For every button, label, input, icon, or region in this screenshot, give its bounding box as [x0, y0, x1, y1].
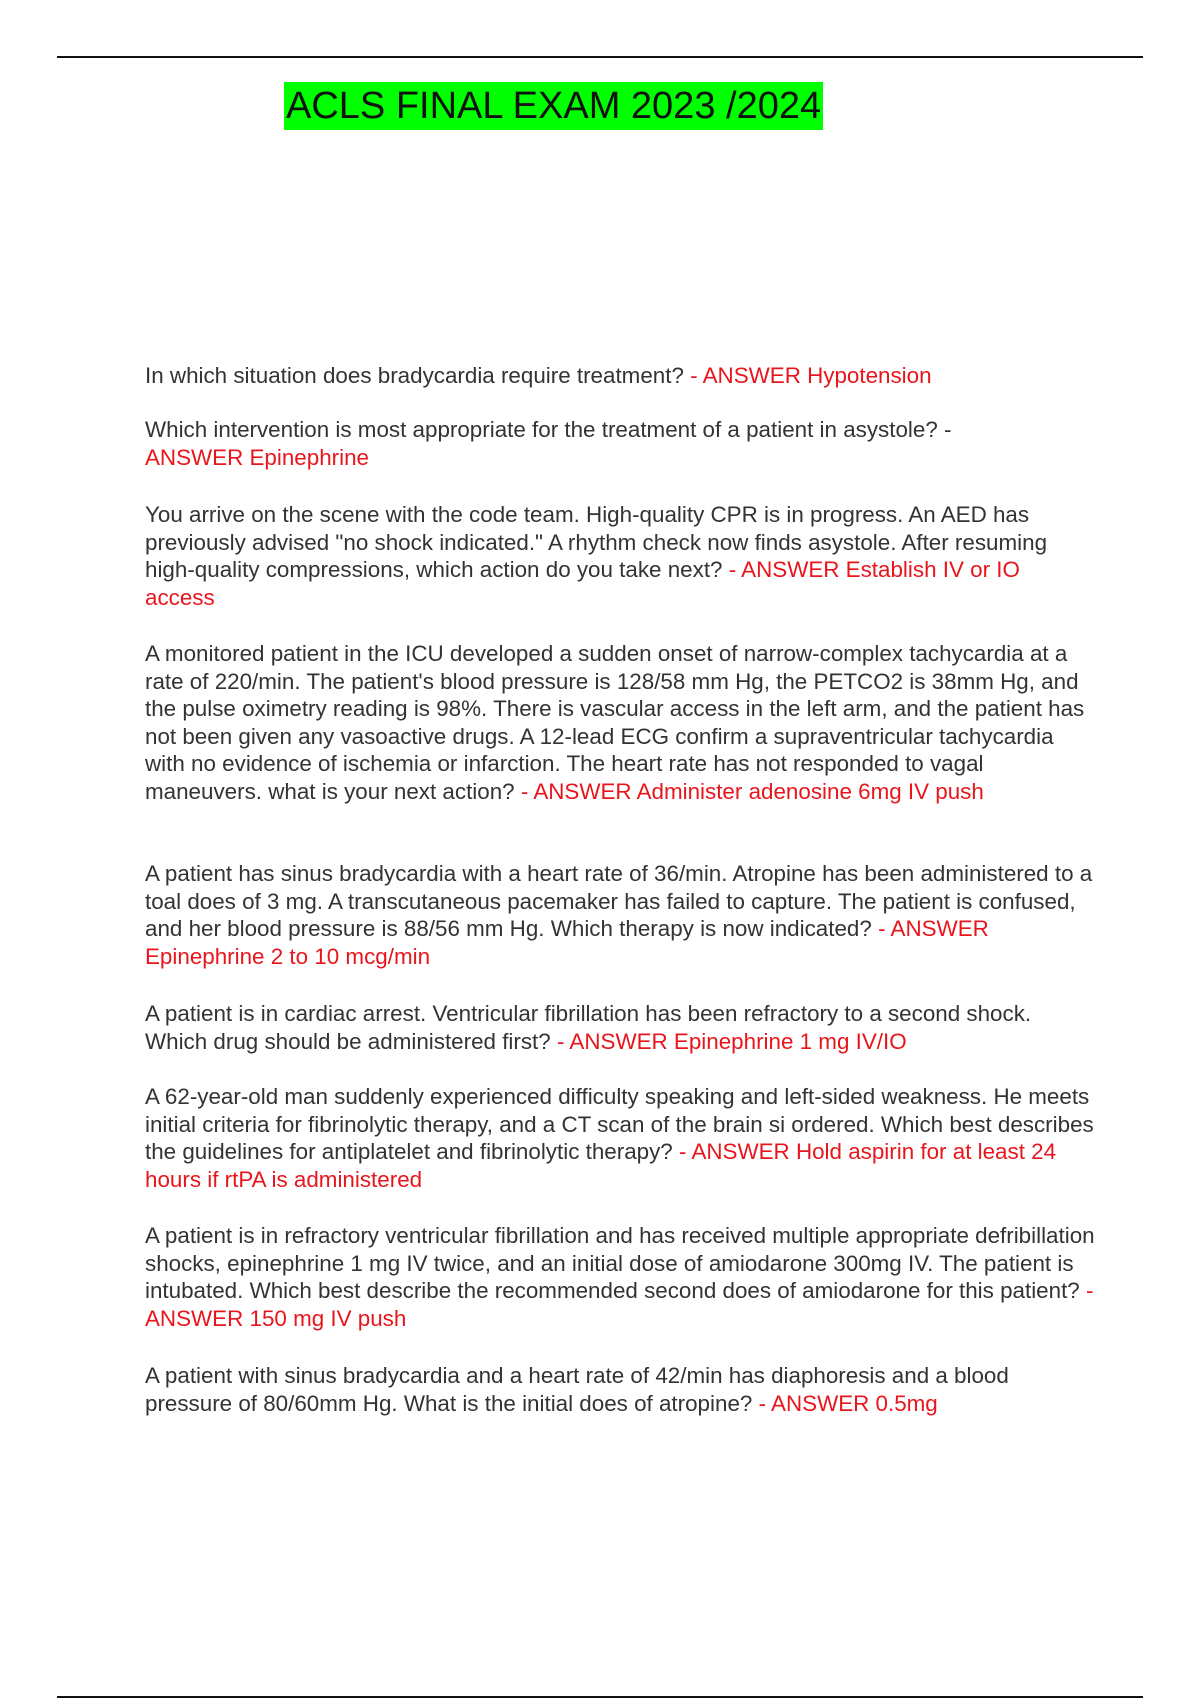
- qa-item-9: [145, 1362, 1095, 1417]
- qa-item-1: [145, 362, 1095, 390]
- question: A patient is in refractory ventricular fibrillation and has received multiple appropriate defribillation shocks, epinephrine 1 mg IV twice, and an initial dose of amiodarone 300mg IV. The patient is intubated. Which best describe the recommended second does of amiodarone for this patient?: [145, 1223, 1095, 1304]
- question: A monitored patient in the ICU developed a sudden onset of narrow-complex tachycardia at a rate of 220/min. The patient's blood pressure is 128/58 mm Hg, the PETCO2 is 38mm Hg, and the pulse oximetry reading is 98%. There is vascular access in the left arm, and the patient has not been given any vasoactive drugs. A 12-lead ECG confirm a supraventricular tachycardia with no evidence of ischemia or infarction. The heart rate has not responded to vagal maneuvers. what is your next action?: [145, 641, 1085, 804]
- qa-item-5: [145, 860, 1095, 970]
- answer: - ANSWER Establish IV or IO access: [145, 557, 1020, 610]
- question: A patient with sinus bradycardia and a heart rate of 42/min has diaphoresis and a blood pressure of 80/60mm Hg. What is the initial does of atropine?: [145, 1363, 1009, 1416]
- bottom-rule: [57, 1696, 1143, 1698]
- question: In which situation does bradycardia require treatment?: [145, 363, 684, 388]
- question: You arrive on the scene with the code team. High-quality CPR is in progress. An AED has previously advised "no shock indicated." A rhythm check now finds asystole. After resuming high-quality compressions, which action do you take next?: [145, 502, 1048, 583]
- answer: - ANSWER Hypotension: [690, 363, 932, 388]
- question: Which intervention is most appropriate for the treatment of a patient in asystole? -: [145, 417, 952, 442]
- question: A 62-year-old man suddenly experienced difficulty speaking and left-sided weakness. He meets initial criteria for fibrinolytic therapy, and a CT scan of the brain si ordered. Which best describes the guidelines for antiplatelet and fibrinolytic therapy?: [145, 1084, 1094, 1165]
- answer: - ANSWER 0.5mg: [758, 1390, 938, 1416]
- question: A patient is in cardiac arrest. Ventricular fibrillation has been refractory to a second shock. Which drug should be administered first?: [145, 1001, 1032, 1054]
- qa-item-2: [145, 416, 1095, 471]
- answer: ANSWER Epinephrine: [145, 444, 370, 470]
- qa-item-6: [145, 1000, 1095, 1055]
- answer: - ANSWER Administer adenosine 6mg IV push: [520, 778, 984, 804]
- answer: - ANSWER Hold aspirin for at least 24 hours if rtPA is administered: [145, 1139, 1057, 1192]
- question: A patient has sinus bradycardia with a heart rate of 36/min. Atropine has been administered to a toal does of 3 mg. A transcutaneous pacemaker has failed to capture. The patient is confused, and her blood pressure is 88/56 mm Hg. Which therapy is now indicated?: [145, 861, 1093, 942]
- answer: - ANSWER Epinephrine 2 to 10 mcg/min: [145, 916, 989, 969]
- document-title: ACLS FINAL EXAM 2023 /2024: [284, 82, 823, 130]
- qa-item-7: [145, 1083, 1095, 1193]
- qa-item-8: [145, 1222, 1095, 1332]
- top-rule: [57, 56, 1143, 58]
- qa-item-4: [145, 640, 1095, 806]
- qa-item-3: [145, 501, 1095, 611]
- answer: - ANSWER 150 mg IV push: [145, 1278, 1094, 1331]
- answer: - ANSWER Epinephrine 1 mg IV/IO: [556, 1028, 907, 1054]
